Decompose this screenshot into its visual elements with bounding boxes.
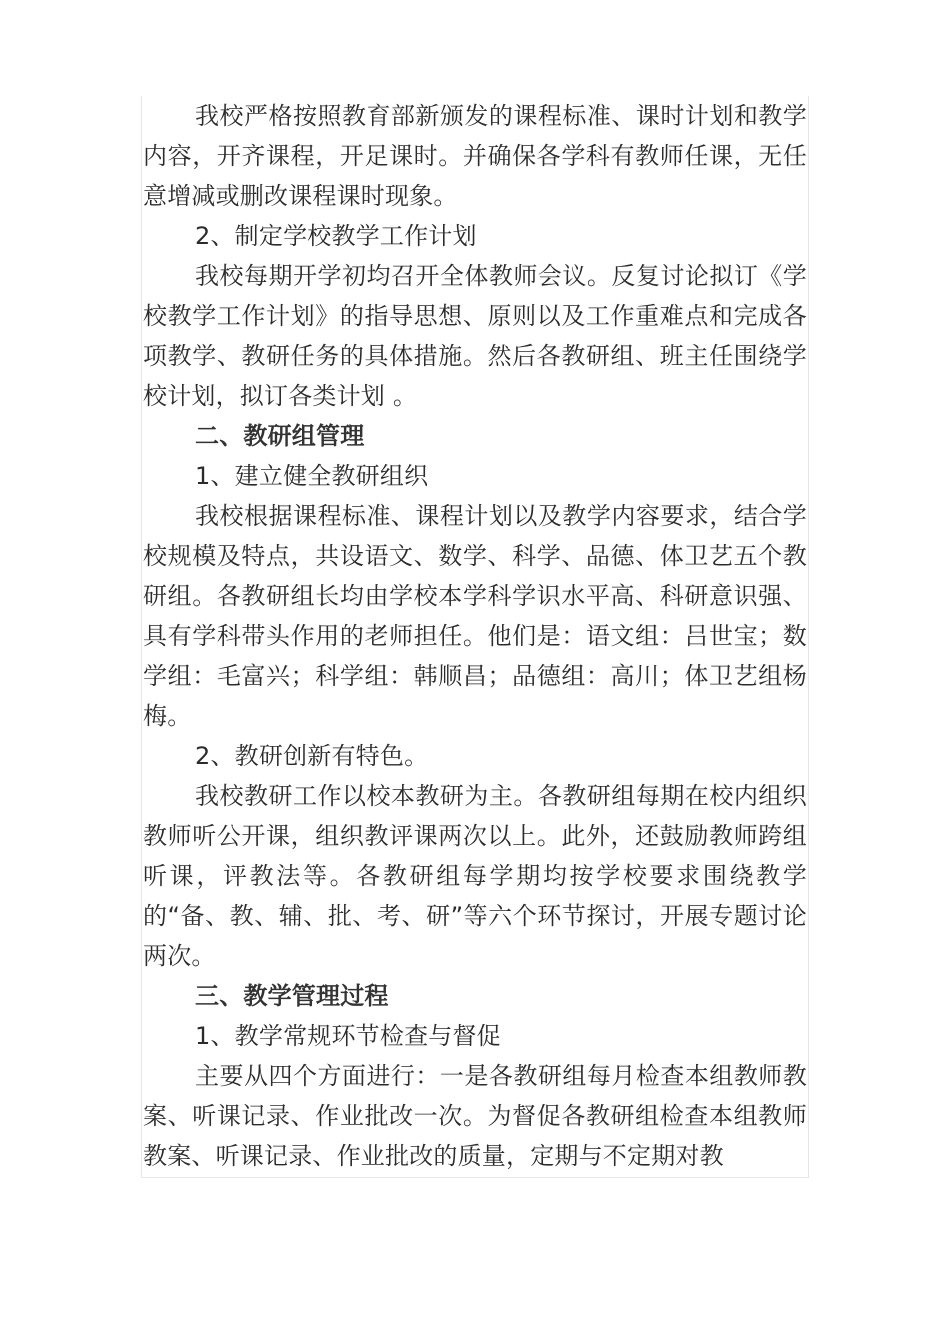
subheading-teaching-plan: 2、制定学校教学工作计划 <box>195 222 477 250</box>
paragraph-research-groups: 我校根据课程标准、课程计划以及教学内容要求，结合学校规模及特点，共设语文、数学、科学、品德、体卫艺五个教研组。各教研组长均由学校本学科学识水平高、科研意识强、具有学科带头作用的老师担任。他们是：语文组：吕世宝；数学组：毛富兴；科学组：韩顺昌；品德组：高川；体卫艺组杨梅。 <box>143 502 807 730</box>
paragraph-course-plan: 我校严格按照教育部新颁发的课程标准、课时计划和教学内容，开齐课程，开足课时。并确保各学科有教师任课，无任意增减或删改课程课时现象。 <box>143 102 807 210</box>
section-heading-research-group: 二、教研组管理 <box>195 422 365 450</box>
subheading-research-organization: 1、建立健全教研组织 <box>195 462 429 490</box>
paragraph-school-research: 我校教研工作以校本教研为主。各教研组每期在校内组织教师听公开课，组织教评课两次以上。此外，还鼓励教师跨组听课，评教法等。各教研组每学期均按学校要求围绕教学的“备、教、辅、批、考、研”等六个环节探讨，开展专题讨论两次。 <box>143 782 807 970</box>
subheading-routine-inspection: 1、教学常规环节检查与督促 <box>195 1022 501 1050</box>
paragraph-teacher-meeting: 我校每期开学初均召开全体教师会议。反复讨论拟订《学校教学工作计划》的指导思想、原则以及工作重难点和完成各项教学、教研任务的具体措施。然后各教研组、班主任围绕学校计划，拟订各类计划 。 <box>143 262 807 410</box>
document-body <box>143 96 807 1176</box>
paragraph-inspection-methods: 主要从四个方面进行：一是各教研组每月检查本组教师教案、听课记录、作业批改一次。为督促各教研组检查本组教师教案、听课记录、作业批改的质量，定期与不定期对教 <box>143 1062 807 1170</box>
subheading-research-innovation: 2、教研创新有特色。 <box>195 742 429 770</box>
section-heading-teaching-management: 三、教学管理过程 <box>195 982 389 1010</box>
